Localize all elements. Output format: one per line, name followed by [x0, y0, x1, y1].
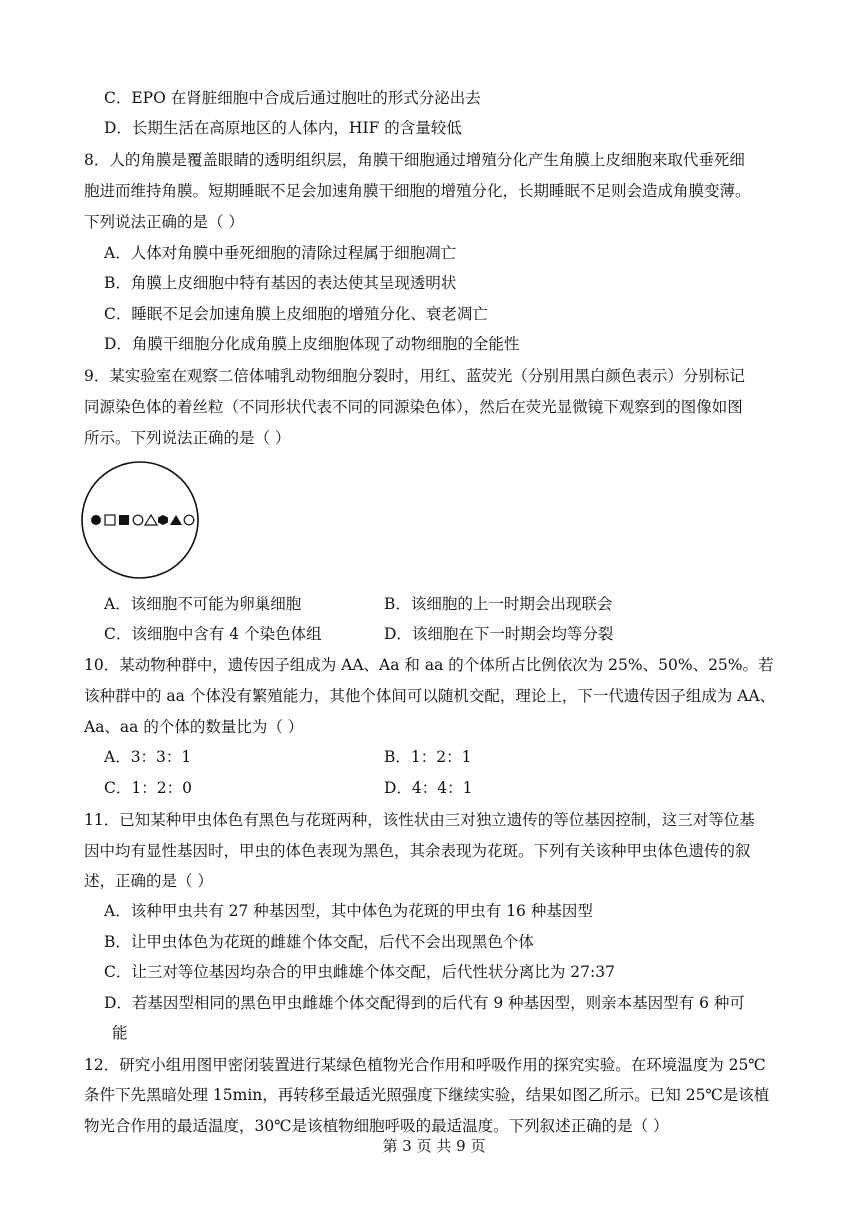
chromosome-filled-circle-icon — [91, 515, 101, 525]
q9-option-b: B．该细胞的上一时期会出现联会 — [384, 595, 613, 613]
chromosome-open-triangle-icon — [145, 515, 157, 525]
q9-stem-line-3: 所示。下列说法正确的是（ ） — [84, 429, 291, 447]
q11-stem-line-3: 述，正确的是（ ） — [84, 872, 213, 890]
chromosome-filled-hexagon-icon — [158, 515, 168, 525]
q12-stem-line-2: 条件下先黑暗处理 15min，再转移至最适光照强度下继续实验，结果如图乙所示。已知 25℃是该植 — [84, 1086, 770, 1104]
q11-stem-line-1: 11．已知某种甲虫体色有黑色与花斑两种，该性状由三对独立遗传的等位基因控制，这三对等位基 — [84, 811, 755, 829]
q7-option-c: C．EPO 在肾脏细胞中合成后通过胞吐的形式分泌出去 — [104, 89, 481, 107]
chromosome-open-square-icon — [105, 515, 115, 525]
q10-stem-line-1: 10．某动物种群中，遗传因子组成为 AA、Aa 和 aa 的个体所占比例依次为 25%、50%、25%。若 — [84, 656, 774, 674]
q11-option-a: A．该种甲虫共有 27 种基因型，其中体色为花斑的甲虫有 16 种基因型 — [104, 902, 593, 920]
chromosome-open-circle-icon — [184, 515, 194, 525]
q10-stem-line-3: Aa、aa 的个体的数量比为（ ） — [84, 718, 304, 736]
chromosome-filled-triangle-icon — [170, 515, 182, 525]
cell-diagram — [80, 460, 200, 580]
q8-option-b: B．角膜上皮细胞中特有基因的表达使其呈现透明状 — [104, 274, 457, 292]
q12-stem-line-1: 12．研究小组用图甲密闭装置进行某绿色植物光合作用和呼吸作用的探究实验。在环境温度为 25℃ — [84, 1056, 766, 1074]
q11-option-c: C．让三对等位基因均杂合的甲虫雌雄个体交配，后代性状分离比为 27:37 — [104, 963, 615, 981]
chromosome-filled-square-icon — [119, 515, 129, 525]
q10-option-c: C．1：2：0 — [104, 779, 192, 797]
page-footer: 第 3 页 共 9 页 — [382, 1137, 486, 1155]
q9-option-a: A．该细胞不可能为卵巢细胞 — [104, 595, 302, 613]
q12-stem-line-3: 物光合作用的最适温度，30℃是该植物细胞呼吸的最适温度。下列叙述正确的是（ ） — [84, 1117, 669, 1135]
q8-stem-line-2: 胞进而维持角膜。短期睡眠不足会加速角膜干细胞的增殖分化，长期睡眠不足则会造成角膜变薄。 — [84, 182, 751, 200]
q11-option-d: D．若基因型相同的黑色甲虫雌雄个体交配得到的后代有 9 种基因型，则亲本基因型有 6 种可 — [104, 994, 745, 1012]
q11-option-d-continued: 能 — [112, 1024, 128, 1042]
q11-stem-line-2: 因中均有显性基因时，甲虫的体色表现为黑色，其余表现为花斑。下列有关该种甲虫体色遗传的叙 — [84, 842, 751, 860]
q9-stem-line-1: 9．某实验室在观察二倍体哺乳动物细胞分裂时，用红、蓝荧光（分别用黑白颜色表示）分别标记 — [84, 367, 745, 385]
cell-figure — [80, 460, 200, 580]
q7-option-d: D．长期生活在高原地区的人体内，HIF 的含量较低 — [104, 119, 462, 137]
q9-stem-line-2: 同源染色体的着丝粒（不同形状代表不同的同源染色体），然后在荧光显微镜下观察到的图像如图 — [84, 398, 743, 416]
q8-option-d: D．角膜干细胞分化成角膜上皮细胞体现了动物细胞的全能性 — [104, 335, 520, 353]
q8-option-a: A．人体对角膜中垂死细胞的清除过程属于细胞凋亡 — [104, 244, 457, 262]
q10-option-b: B．1：2：1 — [384, 748, 472, 766]
q9-option-c: C．该细胞中含有 4 个染色体组 — [104, 625, 322, 643]
q10-option-d: D．4：4：1 — [384, 779, 473, 797]
q9-option-d: D．该细胞在下一时期会均等分裂 — [384, 625, 614, 643]
q11-option-b: B．让甲虫体色为花斑的雌雄个体交配，后代不会出现黑色个体 — [104, 933, 534, 951]
q8-option-c: C．睡眠不足会加速角膜上皮细胞的增殖分化、衰老凋亡 — [104, 305, 488, 323]
q8-stem-line-1: 8．人的角膜是覆盖眼睛的透明组织层，角膜干细胞通过增殖分化产生角膜上皮细胞来取代垂死细 — [84, 151, 745, 169]
q10-stem-line-2: 该种群中的 aa 个体没有繁殖能力，其他个体间可以随机交配，理论上，下一代遗传因子组成为 AA、 — [84, 687, 776, 705]
q10-option-a: A．3：3：1 — [104, 748, 192, 766]
chromosome-open-circle-icon — [133, 515, 143, 525]
q8-stem-line-3: 下列说法正确的是（ ） — [84, 213, 244, 231]
